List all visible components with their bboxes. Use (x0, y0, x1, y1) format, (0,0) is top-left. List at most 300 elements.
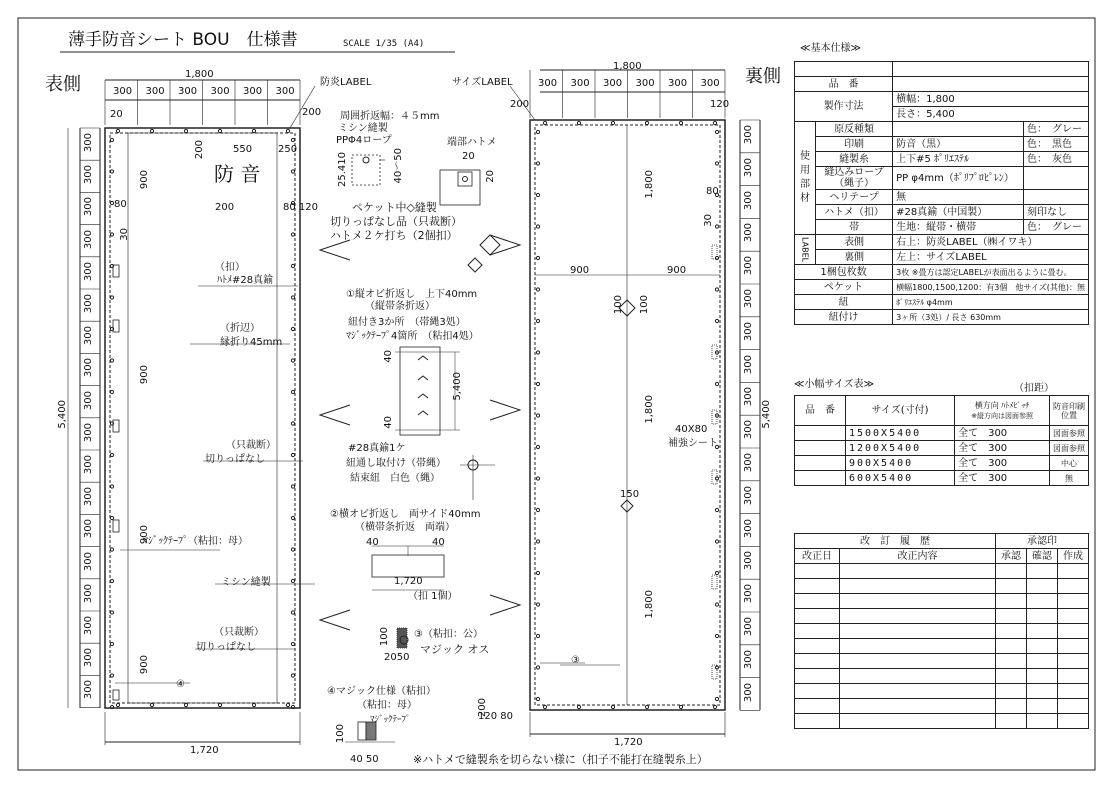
m4-title: ④マジック仕様（粘扣） (327, 686, 436, 697)
grommet-icon (110, 233, 113, 236)
marker-3: ③ (571, 655, 580, 666)
dim-segment: 300 (178, 86, 198, 97)
dim-segment: 300 (743, 453, 754, 473)
label-row-name: 表側 (816, 235, 893, 250)
revision-cell (1027, 684, 1058, 699)
rect (712, 345, 717, 359)
dim-segment: 300 (743, 387, 754, 407)
back-dim-900-left: 900 (570, 265, 590, 276)
spec-row-value: 3ヶ所（3処）/ 長さ 630mm (893, 310, 1089, 325)
back-width-total: 1,800 (613, 61, 642, 72)
grommet-icon (110, 705, 113, 708)
grommet-icon (291, 170, 294, 173)
dim-segment: 300 (83, 487, 94, 507)
band1-dim-5400: 5,400 (452, 372, 463, 401)
revision-cell (1027, 564, 1058, 579)
revision-h-check: 確認 (1027, 549, 1058, 564)
grommet-icon (536, 319, 539, 322)
dim-segment: 300 (743, 617, 754, 637)
brass-line3: 結束紐 白色（縄） (350, 473, 440, 484)
spec-row-value: 3枚 ※畳方は認定LABELが表面出るように畳む。 (893, 265, 1089, 280)
note-kuchi: （扣） (215, 262, 245, 273)
back-bottom-width: 1,720 (614, 737, 643, 748)
grommet-icon (536, 571, 539, 574)
revision-cell (1058, 669, 1089, 684)
grommet-icon (110, 359, 113, 362)
pocket-icon (468, 258, 482, 272)
material-value: 防音（黒） (893, 137, 1024, 152)
grommet-icon (536, 193, 539, 196)
grommet-icon (536, 603, 539, 606)
grommet-icon (536, 508, 539, 511)
material-name: 縫製糸 (816, 152, 893, 167)
rect (712, 665, 717, 679)
grommet-icon (291, 296, 294, 299)
pocket-note-3: ハトメ２ケ打ち（2個扣） (330, 229, 458, 242)
small-size-pitch: 全て 300 (955, 471, 1050, 486)
grommet-icon (291, 516, 294, 519)
front-band (128, 133, 277, 703)
revision-h-content: 改正内容 (840, 549, 996, 564)
grommet-icon (291, 453, 294, 456)
dim-segment: 300 (743, 584, 754, 604)
band-tab-icon (418, 376, 428, 380)
brass-line2: 紐通し取付け（帯縄） (346, 458, 446, 469)
grommet-icon (536, 288, 539, 291)
band1-line1: 紐付き3か所 （帯縄3処） (348, 317, 466, 328)
basic-spec-length: 長さ：5,400 (893, 107, 1089, 122)
small-size-pitch: 全て 300 (955, 456, 1050, 471)
grommet-icon (536, 130, 539, 133)
grommet-icon (715, 697, 718, 700)
band2-title: ②横オビ折返し 両サイド40mm (330, 509, 481, 520)
detail-sewing: ミシン縫製 (338, 123, 388, 134)
small-size-pos: 図面参照 (1050, 426, 1089, 441)
revision-row (795, 654, 1089, 669)
revision-row (795, 684, 1089, 699)
grommet-icon (543, 705, 546, 708)
revision-cell (1058, 684, 1089, 699)
front-side-label: 表側 (45, 74, 81, 95)
corner-detail (440, 170, 480, 205)
grommet-icon (291, 327, 294, 330)
revision-cell (795, 639, 840, 654)
rect (113, 690, 119, 700)
small-size-h-pitch: 横方向 ﾊﾄﾒﾋﾟｯﾁ (974, 400, 1030, 410)
corner-title: 端部ハトメ (447, 137, 497, 148)
grommet-icon (291, 611, 294, 614)
revision-cell (996, 594, 1027, 609)
small-size-h-pos: 防音印刷位置 (1050, 396, 1089, 426)
grommet-icon (577, 121, 580, 124)
material-value: 生地：縦帯・横帯 (893, 220, 1024, 235)
grommet-icon (715, 634, 718, 637)
grommet-icon (645, 705, 648, 708)
grommet-icon (713, 705, 716, 708)
small-size-pitch: 全て 300 (955, 441, 1050, 456)
grommet-icon (110, 170, 113, 173)
grommet-icon (184, 703, 187, 706)
back-dim-120: 120 (710, 99, 730, 110)
front-dim-80: 80 (114, 199, 127, 210)
back-label-callout: サイズLABEL (452, 77, 513, 88)
back-dim-100-a: 100 (613, 295, 624, 315)
revision-cell (840, 609, 996, 624)
small-size-pos: 図面参照 (1050, 441, 1089, 456)
dim-segment: 300 (83, 133, 94, 153)
note-hatome: ﾊﾄﾒ#28真鍮 (217, 275, 274, 286)
pocket-note-2: 切りっぱなし品（只裁断） (330, 215, 462, 228)
revision-cell (795, 669, 840, 684)
front-sheet-outline (105, 128, 300, 708)
revision-cell (1058, 714, 1089, 729)
note-oriben2: 縁折り45mm (220, 337, 283, 348)
small-size-size: 1500X5400 (845, 426, 954, 441)
front-dim-200: 200 (302, 107, 322, 118)
dim-segment: 300 (83, 680, 94, 700)
revision-cell (1058, 639, 1089, 654)
revision-cell (795, 564, 840, 579)
m3-magic-male: マジック オス (420, 643, 490, 656)
front-dim-900-2: 900 (139, 365, 150, 385)
revision-cell (1027, 579, 1058, 594)
spec-row-value: ﾎﾟﾘｴｽﾃﾙ φ4mm (893, 295, 1089, 310)
basic-spec-hinban: 品 番 (795, 77, 893, 92)
front-bottom-width: 1,720 (190, 745, 219, 756)
revision-row (795, 639, 1089, 654)
note-magic: ﾏｼﾞｯｸﾃｰﾌﾟ（粘扣：母） (143, 536, 248, 547)
material-group-label: 使用部材 (795, 122, 816, 235)
material-color (1023, 190, 1088, 205)
rect (458, 172, 472, 186)
material-color (1023, 167, 1088, 190)
front-dim-200-vert: 200 (194, 140, 205, 160)
dim-segment: 300 (570, 78, 590, 89)
back-sheet-outline (530, 120, 725, 710)
grommet-icon (291, 548, 294, 551)
basic-spec-size-label: 製作寸法 (795, 92, 893, 122)
front-dim-80-120: 80 120 (283, 202, 318, 213)
small-size-hinban (795, 471, 846, 486)
material-value (893, 122, 1024, 137)
front-height-total: 5,400 (57, 400, 68, 429)
back-dim-200: 200 (510, 99, 530, 110)
small-size-size: 600X5400 (845, 471, 954, 486)
revision-cell (795, 684, 840, 699)
small-size-pos: 中心 (1050, 456, 1089, 471)
back-dim-150: 150 (620, 489, 640, 500)
dim-segment: 300 (743, 289, 754, 309)
revision-cell (996, 714, 1027, 729)
grommet-icon (116, 129, 119, 132)
material-value: #28真鍮（中国製） (893, 205, 1024, 220)
grommet-icon (715, 540, 718, 543)
revision-cell (840, 579, 996, 594)
band2-detail (372, 555, 444, 577)
dim-segment: 300 (743, 223, 754, 243)
material-name: 縫込みロープ（縄子） (816, 167, 893, 190)
grommet-icon (645, 121, 648, 124)
grommet-icon (715, 508, 718, 511)
dim-segment: 300 (743, 485, 754, 505)
grommet-icon (184, 129, 187, 132)
stencil-print: 防 音 (214, 162, 261, 186)
label-row-value: 右上：防炎LABEL（㈱イワキ） (893, 235, 1089, 250)
arrow-icon (320, 405, 350, 425)
revision-cell (1027, 624, 1058, 639)
m3-title: ③（粘扣：公） (414, 629, 483, 640)
grommet-icon (110, 579, 113, 582)
grommet-icon (110, 138, 113, 141)
grommet-icon (536, 540, 539, 543)
dim-segment: 300 (113, 86, 133, 97)
grommet-icon (291, 359, 294, 362)
grommet-icon (110, 674, 113, 677)
marker-4: ④ (176, 679, 185, 690)
material-value: 上下#5 ﾎﾟﾘｴｽﾃﾙ (893, 152, 1024, 167)
front-dim-30: 30 (119, 228, 130, 241)
arrow-icon (490, 235, 520, 255)
front-dim-900-4: 900 (139, 655, 150, 675)
grommet-icon (536, 697, 539, 700)
revision-table (794, 533, 1089, 729)
detail-rope: PPΦ4ロープ (336, 135, 392, 146)
dim-segment: 300 (743, 518, 754, 538)
revision-cell (1027, 594, 1058, 609)
grommet-icon (536, 666, 539, 669)
grommet-icon (291, 422, 294, 425)
revision-cell (1027, 669, 1058, 684)
revision-cell (996, 654, 1027, 669)
grommet-icon (715, 162, 718, 165)
revision-cell (840, 669, 996, 684)
dim-segment: 300 (743, 256, 754, 276)
dim-segment: 300 (743, 354, 754, 374)
revision-cell (795, 579, 840, 594)
grommet-icon (715, 571, 718, 574)
dim-segment: 300 (743, 420, 754, 440)
revision-cell (996, 639, 1027, 654)
corner-dim-20b: 20 (485, 170, 496, 183)
back-dim-30: 30 (703, 214, 714, 227)
revision-cell (996, 684, 1027, 699)
band2-sub: （横帯条折返 両端） (355, 522, 455, 533)
grommet-icon (611, 121, 614, 124)
detail-dim-25410: 25.410 (337, 152, 348, 187)
page-title: 薄手防音シート BOU 仕様書 (68, 30, 298, 50)
grommet-icon (150, 703, 153, 706)
grommet-icon (715, 225, 718, 228)
revision-cell (1058, 699, 1089, 714)
material-color: 色： 灰色 (1023, 152, 1088, 167)
revision-cell (1058, 609, 1089, 624)
grommet-icon (291, 390, 294, 393)
revision-cell (1027, 639, 1058, 654)
grommet-icon (715, 130, 718, 133)
revision-cell (1058, 594, 1089, 609)
grommet-icon (291, 138, 294, 141)
revision-cell (996, 699, 1027, 714)
pocket-icon (480, 235, 500, 255)
grommet-icon (536, 414, 539, 417)
back-seam (535, 125, 720, 705)
rect (113, 320, 119, 332)
band-tab-icon (418, 394, 428, 398)
grommet-icon (291, 674, 294, 677)
m4-dim-100: 100 (335, 724, 346, 744)
material-name: 帯 (816, 220, 893, 235)
dim-segment: 300 (83, 294, 94, 314)
grommet-icon (291, 642, 294, 645)
dim-segment: 300 (743, 551, 754, 571)
front-dim-200-low: 200 (215, 202, 235, 213)
grommet-icon (536, 225, 539, 228)
dim-segment: 300 (83, 519, 94, 539)
fold-detail (352, 155, 380, 185)
label-row-value: 左上：サイズLABEL (893, 250, 1089, 265)
revision-h-approve: 承認 (996, 549, 1027, 564)
material-value: PP φ4mm（ﾎﾟﾘﾌﾟﾛﾋﾟﾚﾝ） (893, 167, 1024, 190)
spec-row-name: ペケット (795, 280, 893, 295)
revision-row (795, 594, 1089, 609)
dim-segment: 300 (83, 165, 94, 185)
detail-perimeter: 周囲折返幅：４５mm (340, 111, 440, 122)
grommet-icon (577, 705, 580, 708)
small-size-table (794, 395, 1089, 486)
material-color: 色： グレー (1023, 220, 1088, 235)
m4-tape: ﾏｼﾞｯｸﾃｰﾌﾟ (370, 715, 411, 725)
band2-dim-40a: 40 (366, 537, 379, 548)
small-size-pitch-note: （扣距） (1014, 383, 1054, 394)
revision-cell (795, 654, 840, 669)
brass-line1: #28真鍮1ケ (348, 443, 406, 454)
dim-segment: 300 (83, 326, 94, 346)
front-dim-900-1: 900 (139, 170, 150, 190)
revision-row (795, 579, 1089, 594)
revision-h-date: 改正日 (795, 549, 840, 564)
dim-segment: 300 (83, 616, 94, 636)
small-size-title: ≪小幅サイズ表≫ (794, 379, 875, 390)
revision-cell (840, 624, 996, 639)
grommet-icon (536, 256, 539, 259)
grommet-icon (291, 485, 294, 488)
back-height-total: 5,400 (761, 400, 772, 429)
grommet-icon (110, 485, 113, 488)
dim-segment: 300 (700, 78, 720, 89)
dim-segment: 300 (83, 648, 94, 668)
grommet-icon (715, 382, 718, 385)
dim-segment: 300 (83, 390, 94, 410)
revision-cell (840, 684, 996, 699)
grommet-icon (713, 121, 716, 124)
revision-cell (840, 639, 996, 654)
revision-cell (840, 714, 996, 729)
front-dim-550: 550 (233, 144, 253, 155)
material-color: 色： グレー (1023, 122, 1088, 137)
band1-title: ①縦オビ折返し 上下40mm (346, 289, 478, 300)
dim-segment: 300 (603, 78, 623, 89)
band-tab-icon (418, 356, 428, 360)
revision-cell (1058, 654, 1089, 669)
note-tachi1: （只裁断） (226, 440, 276, 451)
m4-sub: （粘扣：母） (357, 700, 417, 711)
small-size-size: 1200X5400 (845, 441, 954, 456)
back-side-label: 裏側 (745, 66, 781, 87)
magic-male-icon (397, 628, 407, 648)
grommet-icon (536, 477, 539, 480)
back-dim-1800-2: 1,800 (644, 395, 655, 424)
revision-cell (795, 624, 840, 639)
revision-title: 改 訂 履 歴 (795, 534, 996, 549)
grommet-icon (286, 703, 289, 706)
material-name: ヘリテープ (816, 190, 893, 205)
grommet-icon (715, 288, 718, 291)
revision-cell (1058, 624, 1089, 639)
small-size-h-hinban: 品 番 (795, 396, 846, 426)
revision-cell (996, 609, 1027, 624)
revision-cell (996, 624, 1027, 639)
note-oriben: （折辺） (220, 323, 260, 334)
spec-row-name: 紐 (795, 295, 893, 310)
front-seam (110, 133, 298, 703)
grommet-icon (291, 233, 294, 236)
revision-row (795, 624, 1089, 639)
dim-segment: 300 (743, 682, 754, 702)
revision-cell (795, 714, 840, 729)
note-mishin: ミシン縫製 (221, 577, 271, 588)
grommet-icon (110, 611, 113, 614)
reinforce-label: 補強シート (668, 438, 718, 449)
back-dim-200-bottom: 200 (477, 698, 488, 718)
revision-row (795, 609, 1089, 624)
pocket-note-1: ペケット中◇縫製 (352, 201, 437, 214)
band1-dim-40b: 40 (383, 416, 394, 429)
grommet-icon (679, 121, 682, 124)
detail-dim-4050: 40～50 (393, 148, 404, 184)
m4-dim-4050: 40 50 (350, 754, 379, 765)
revision-row (795, 714, 1089, 729)
dim-segment: 300 (83, 583, 94, 603)
grommet-icon (110, 390, 113, 393)
revision-cell (795, 609, 840, 624)
grommet-icon (679, 705, 682, 708)
dim-segment: 300 (243, 86, 263, 97)
note-tachi2b: 切りっぱなし (196, 642, 256, 653)
band1-dim-40a: 40 (383, 350, 394, 363)
revision-cell (996, 579, 1027, 594)
arrow-icon (320, 240, 350, 260)
material-value: 無 (893, 190, 1024, 205)
grommet-icon (543, 121, 546, 124)
dim-segment: 300 (743, 649, 754, 669)
dim-segment: 300 (145, 86, 165, 97)
rect (113, 420, 119, 432)
revision-row (795, 699, 1089, 714)
dim-segment: 300 (538, 78, 558, 89)
corner-grommet-icon (463, 177, 468, 182)
back-dim-100-b: 100 (639, 295, 650, 315)
front-label-callout: 防炎LABEL (320, 77, 372, 88)
small-size-hinban (795, 456, 846, 471)
revision-cell (840, 564, 996, 579)
m3-dim-2050: 2050 (384, 652, 410, 663)
revision-cell (1027, 714, 1058, 729)
grommet-icon (218, 129, 221, 132)
grommet-icon (611, 705, 614, 708)
grommet-icon (286, 129, 289, 132)
note-tachi1b: 切りっぱなし (205, 454, 265, 465)
revision-approval: 承認印 (996, 534, 1089, 549)
